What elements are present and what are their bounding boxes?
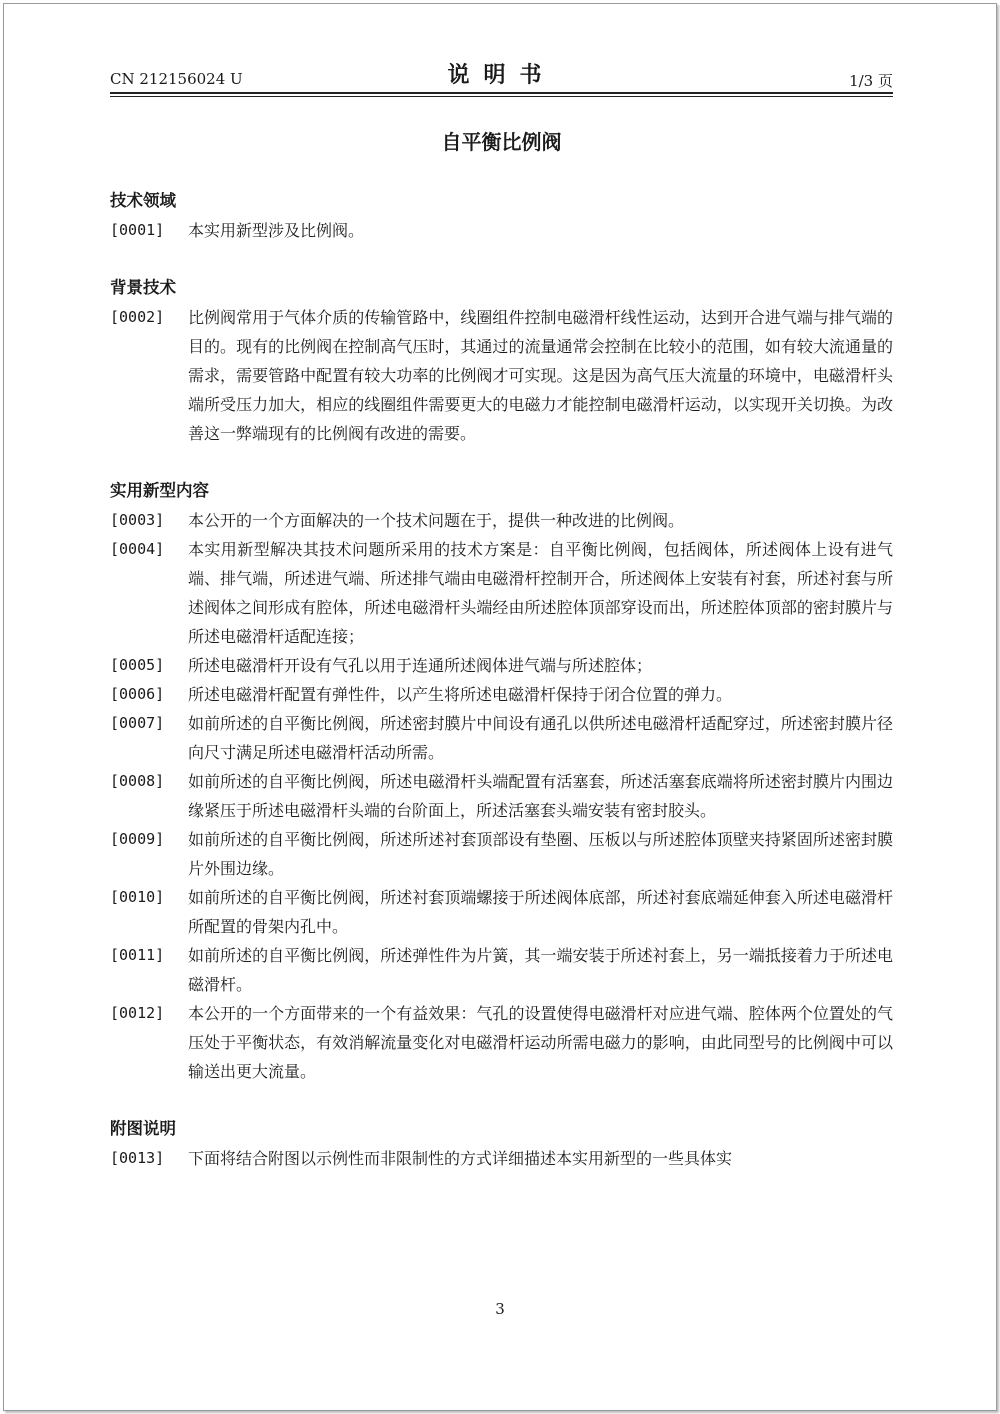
paragraph-number: [0003]: [110, 511, 165, 529]
paragraph-text: 所述电磁滑杆配置有弹性件，以产生将所述电磁滑杆保持于闭合位置的弹力。: [188, 685, 733, 704]
paragraph-number: [0010]: [110, 888, 165, 906]
paragraph-number: [0005]: [110, 656, 165, 674]
publication-number: CN 212156024 U: [110, 70, 243, 88]
paragraph-text: 如前所述的自平衡比例阀，所述弹性件为片簧，其一端安装于所述衬套上，另一端抵接着力于所述电磁滑杆。: [188, 946, 893, 994]
paragraph-text: 下面将结合附图以示例性而非限制性的方式详细描述本实用新型的一些具体实: [188, 1149, 733, 1168]
paragraph: [110, 506, 893, 535]
paragraph: [110, 535, 893, 651]
paragraph: [110, 767, 893, 825]
section-tech-field: [110, 186, 893, 245]
paragraph-text: 本公开的一个方面带来的一个有益效果：气孔的设置使得电磁滑杆对应进气端、腔体两个位置处的气压处于平衡状态，有效消解流量变化对电磁滑杆运动所需电磁力的影响，由此同型号的比例阀中可以输送出更大流量。: [188, 1004, 893, 1081]
section-heading: 实用新型内容: [110, 481, 209, 500]
paragraph-text: 如前所述的自平衡比例阀，所述电磁滑杆头端配置有活塞套，所述活塞套底端将所述密封膜片内围边缘紧压于所述电磁滑杆头端的台阶面上，所述活塞套头端安装有密封胶头。: [188, 772, 893, 820]
paragraph-text: 本实用新型解决其技术问题所采用的技术方案是：自平衡比例阀，包括阀体，所述阀体上设有进气端、排气端，所述进气端、所述排气端由电磁滑杆控制开合，所述阀体上安装有衬套，所述衬套与所述阀体之间形成有腔体，所述电磁滑杆头端经由所述腔体顶部穿设而出，所述腔体顶部的密封膜片与所述电磁滑杆适配连接；: [188, 540, 893, 646]
paragraph: [110, 216, 893, 245]
paragraph-text: 如前所述的自平衡比例阀，所述密封膜片中间设有通孔以供所述电磁滑杆适配穿过，所述密封膜片径向尺寸满足所述电磁滑杆活动所需。: [188, 714, 893, 762]
paragraph-text: 本公开的一个方面解决的一个技术问题在于，提供一种改进的比例阀。: [188, 511, 685, 530]
paragraph: [110, 883, 893, 941]
document-type: 说明书: [447, 63, 556, 88]
paragraph-number: [0001]: [110, 221, 165, 239]
page-indicator: 1/3 页: [849, 72, 893, 90]
paragraph-number: [0002]: [110, 308, 165, 326]
paragraph-number: [0007]: [110, 714, 165, 732]
paragraph-text: 如前所述的自平衡比例阀，所述衬套顶端螺接于所述阀体底部，所述衬套底端延伸套入所述电磁滑杆所配置的骨架内孔中。: [188, 888, 893, 936]
paragraph: [110, 825, 893, 883]
paragraph-text: 所述电磁滑杆开设有气孔以用于连通所述阀体进气端与所述腔体；: [188, 656, 653, 675]
paragraph-number: [0006]: [110, 685, 165, 703]
page-header: [110, 52, 893, 92]
paragraph-text: 比例阀常用于气体介质的传输管路中，线圈组件控制电磁滑杆线性运动，达到开合进气端与排气端的目的。现有的比例阀在控制高气压时，其通过的流量通常会控制在比较小的范围，如有较大流通量的需求，需要管路中配置有较大功率的比例阀才可实现。这是因为高气压大流量的环境中，电磁滑杆头端所受压力加大，相应的线圈组件需要更大的电磁力才能控制电磁滑杆运动，以实现开关切换。为改善这一弊端现有的比例阀有改进的需要。: [188, 308, 893, 443]
paragraph: [110, 680, 893, 709]
paragraph: [110, 651, 893, 680]
paragraph: [110, 999, 893, 1086]
section-heading: 附图说明: [110, 1119, 176, 1138]
header-rule: [110, 92, 893, 94]
paragraph: [110, 709, 893, 767]
paragraph-number: [0009]: [110, 830, 165, 848]
document-body: [110, 186, 893, 1173]
paragraph: [110, 1144, 893, 1173]
paragraph-number: [0011]: [110, 946, 165, 964]
paragraph: [110, 303, 893, 448]
paragraph-text: 如前所述的自平衡比例阀，所述所述衬套顶部设有垫圈、压板以与所述腔体顶壁夹持紧固所述密封膜片外围边缘。: [188, 830, 893, 878]
paragraph-text: 本实用新型涉及比例阀。: [188, 221, 365, 240]
document-title: 自平衡比例阀: [441, 130, 562, 154]
paragraph-number: [0004]: [110, 540, 165, 558]
section-heading: 背景技术: [110, 278, 176, 297]
paragraph-number: [0008]: [110, 772, 165, 790]
paragraph: [110, 941, 893, 999]
paragraph-number: [0013]: [110, 1149, 165, 1167]
section-heading: 技术领域: [110, 191, 176, 210]
paragraph-number: [0012]: [110, 1004, 165, 1022]
header-rule-thin: [110, 96, 893, 97]
page-number: 3: [495, 1300, 505, 1318]
section-content: [110, 476, 893, 1086]
section-drawings: [110, 1114, 893, 1173]
section-background: [110, 273, 893, 448]
